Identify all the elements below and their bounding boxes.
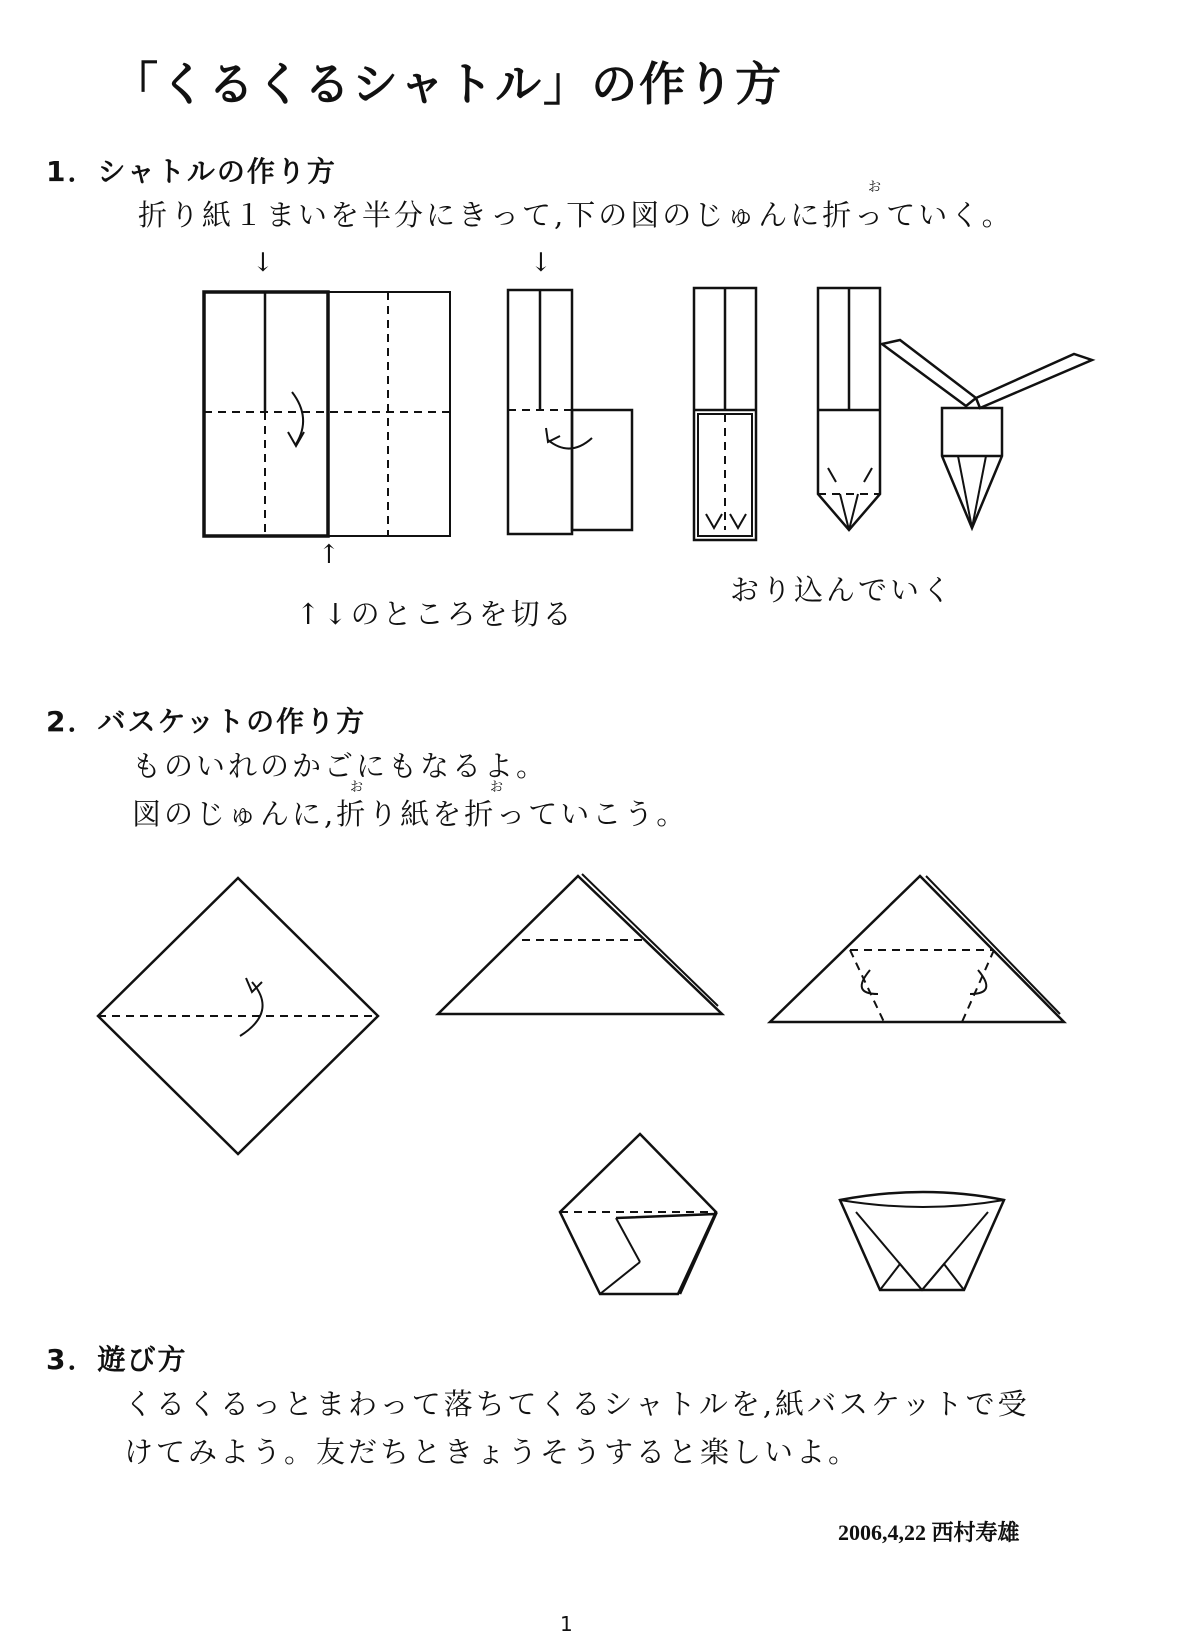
section2-ruby2: お	[490, 780, 504, 795]
section3-heading: 3．遊び方	[46, 1343, 188, 1376]
page-number: 1	[560, 1612, 573, 1636]
basket-step1-diagram	[98, 878, 378, 1154]
section3-line1: くるくるっとまわって落ちてくるシャトルを,紙バスケットで受	[124, 1387, 1030, 1421]
page-title: 「くるくるシャトル」の作り方	[112, 57, 784, 111]
shuttle-step3-diagram	[694, 288, 756, 540]
fold-caption: おり込んでいく	[730, 573, 955, 607]
basket-step4-diagram	[560, 1134, 716, 1294]
shuttle-step2-diagram	[508, 290, 632, 534]
section3-line2: けてみよう。友だちときょうそうすると楽しいよ。	[124, 1435, 861, 1469]
basket-step3-diagram	[770, 876, 1064, 1022]
shuttle-finished-diagram	[882, 340, 1092, 528]
section2-line1: ものいれのかごにもなるよ。	[132, 749, 549, 783]
section2-ruby1: お	[350, 780, 364, 795]
section1-text: 折り紙１まいを半分にきって,下の図のじゅんに折っていく。	[138, 198, 1014, 232]
section2-line2: 図のじゅんに,折り紙を折っていこう。	[132, 797, 689, 831]
basket-step2-diagram	[438, 874, 722, 1014]
cut-arrow-down-2: ↓	[530, 248, 555, 278]
section1-heading: 1．シャトルの作り方	[46, 155, 337, 188]
shuttle-step1-diagram	[204, 292, 450, 536]
shuttle-step4-diagram	[818, 288, 880, 530]
cut-caption: ↑↓のところを切る	[296, 597, 575, 631]
cut-arrow-up: ↑	[318, 540, 343, 570]
basket-finished-diagram	[840, 1192, 1004, 1290]
signature: 2006,4,22 西村寿雄	[838, 1520, 1020, 1545]
section1-ruby: お	[868, 180, 882, 195]
cut-arrow-down-1: ↓	[252, 248, 277, 278]
section2-heading: 2．バスケットの作り方	[46, 705, 367, 738]
